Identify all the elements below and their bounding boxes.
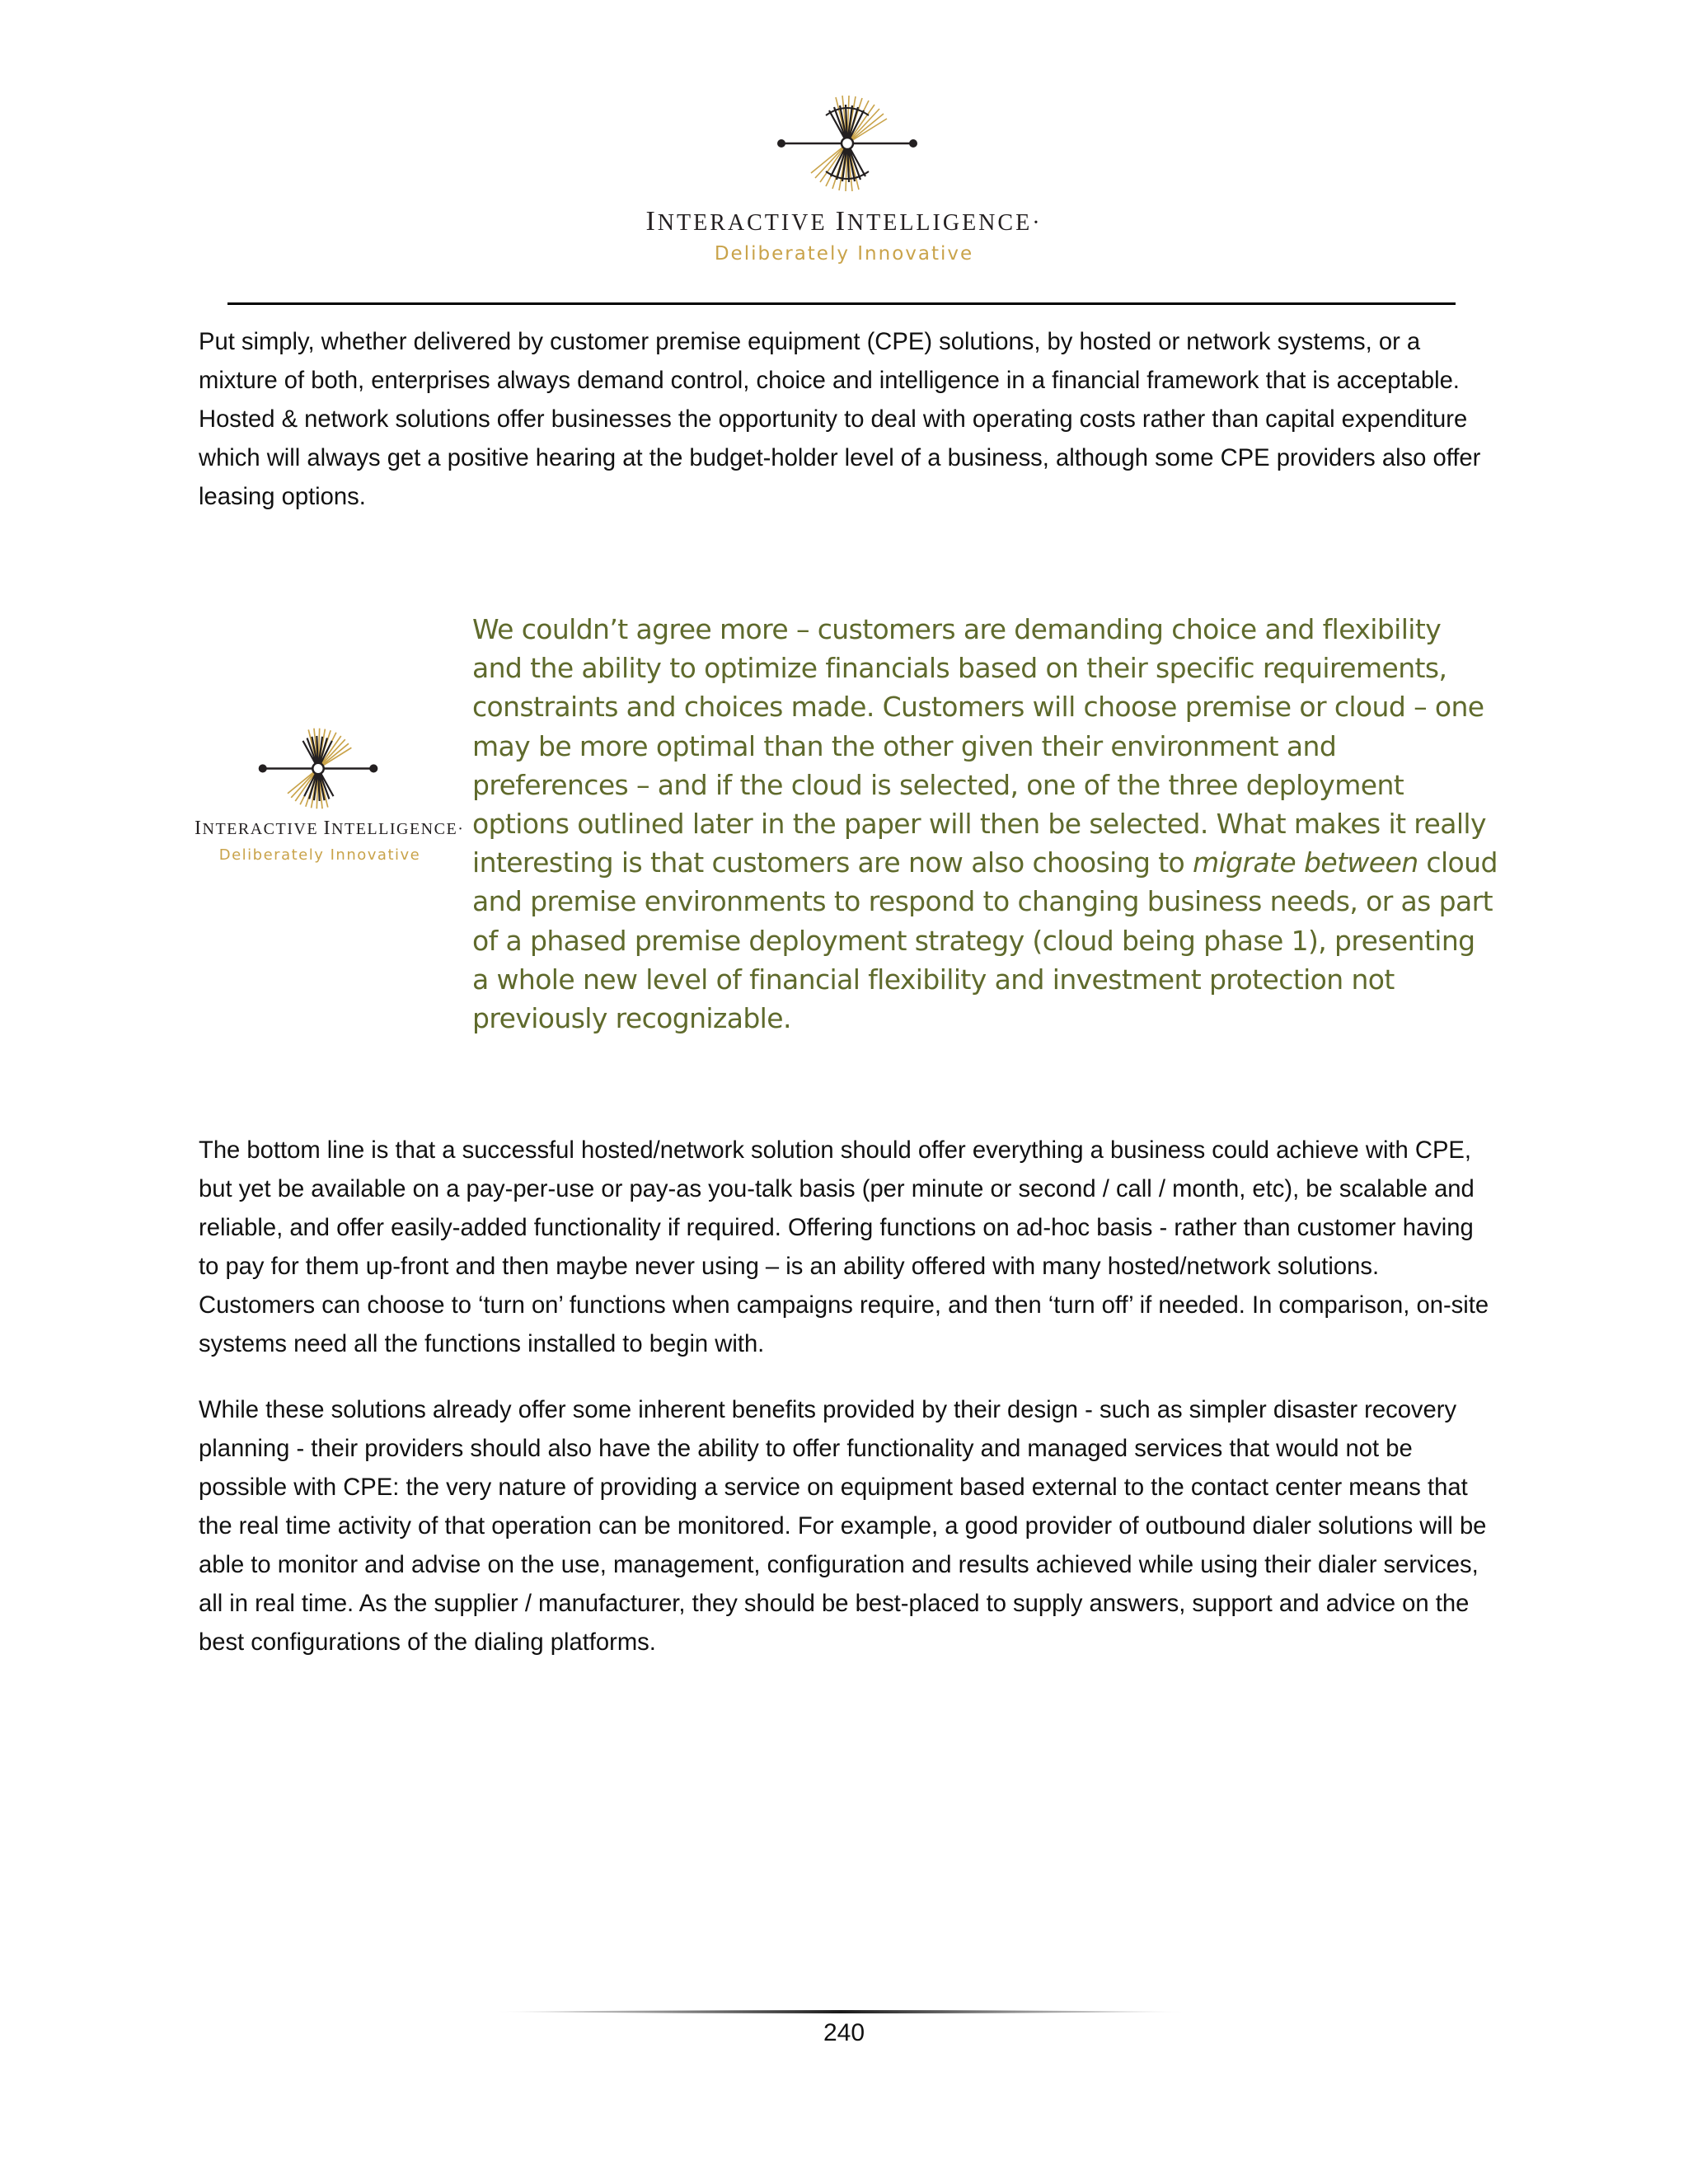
footer-divider (495, 2009, 1187, 2014)
page-number: 240 (823, 2019, 865, 2046)
pull-quote-text-end: cloud and premise environments to respond to changing business needs, or as part of a phased premise deployment strategy (cloud being phase 1), presenting a whole new level of financial flexibility and investment protection not previously recognizable. (472, 846, 1498, 1035)
quote-brand-name: INTERACTIVE INTELLIGENCE· (195, 818, 465, 839)
pull-quote (472, 610, 1498, 1038)
starburst-logo-icon (775, 92, 920, 199)
brand-name: INTERACTIVE INTELLIGENCE· (645, 206, 1043, 237)
body-paragraph-3: While these solutions already offer some inherent benefits provided by their design - such as simpler disaster recovery planning - their providers should also have the ability to offer functionality and managed services that would not be possible with CPE: the very nature of providing a service on equipment based external to the contact center means that the real time activity of that operation can be monitored. For example, a good provider of outbound dialer solutions will be able to monitor and advise on the use, management, configuration and results achieved while using their dialer services, all in real time. As the supplier / manufacturer, they should be best-placed to supply answers, support and advice on the best configurations of the dialing platforms. (199, 1397, 1487, 1656)
body-paragraph-2: The bottom line is that a successful hosted/network solution should offer everything a business could achieve with CPE, but yet be available on a pay-per-use or pay-as you-talk basis (per minute or second / call / month, etc), be scalable and reliable, and offer easily-added functionality if required. Offering functions on ad-hoc basis - rather than customer having to pay for them up-front and then maybe never using – is an ability offered with many hosted/network solutions. Customers can choose to ‘turn on’ functions when campaigns require, and then ‘turn off’ if needed. In comparison, on-site systems need all the functions installed to begin with. (199, 1137, 1489, 1357)
header-divider (227, 302, 1456, 305)
quote-brand-tagline: Deliberately Innovative (218, 846, 421, 864)
pull-quote-emphasis: migrate between (1193, 846, 1418, 879)
pull-quote-text-start: We couldn’t agree more – customers are demanding choice and flexibility and the ability to optimize financials based on their specific requirements, constraints and choices made. Customers will choose premise or cloud – one may be more optimal than the other given their environment and preferences – and if the cloud is selected, one of the three deployment options outlined later in the paper will then be selected. What makes it really interesting is that customers are now also choosing to (472, 613, 1486, 879)
body-paragraph-1: Put simply, whether delivered by customer premise equipment (CPE) solutions, by hosted or network systems, or a mixture of both, enterprises always demand control, choice and intelligence in a financial framework that is acceptable. Hosted & network solutions offer businesses the opportunity to deal with operating costs rather than capital expenditure which will always get a positive hearing at the budget-holder level of a business, although some CPE providers also offer leasing options. (199, 329, 1481, 510)
quote-starburst-logo-icon (257, 725, 379, 816)
page-header (0, 0, 1688, 313)
brand-tagline: Deliberately Innovative (714, 243, 974, 265)
